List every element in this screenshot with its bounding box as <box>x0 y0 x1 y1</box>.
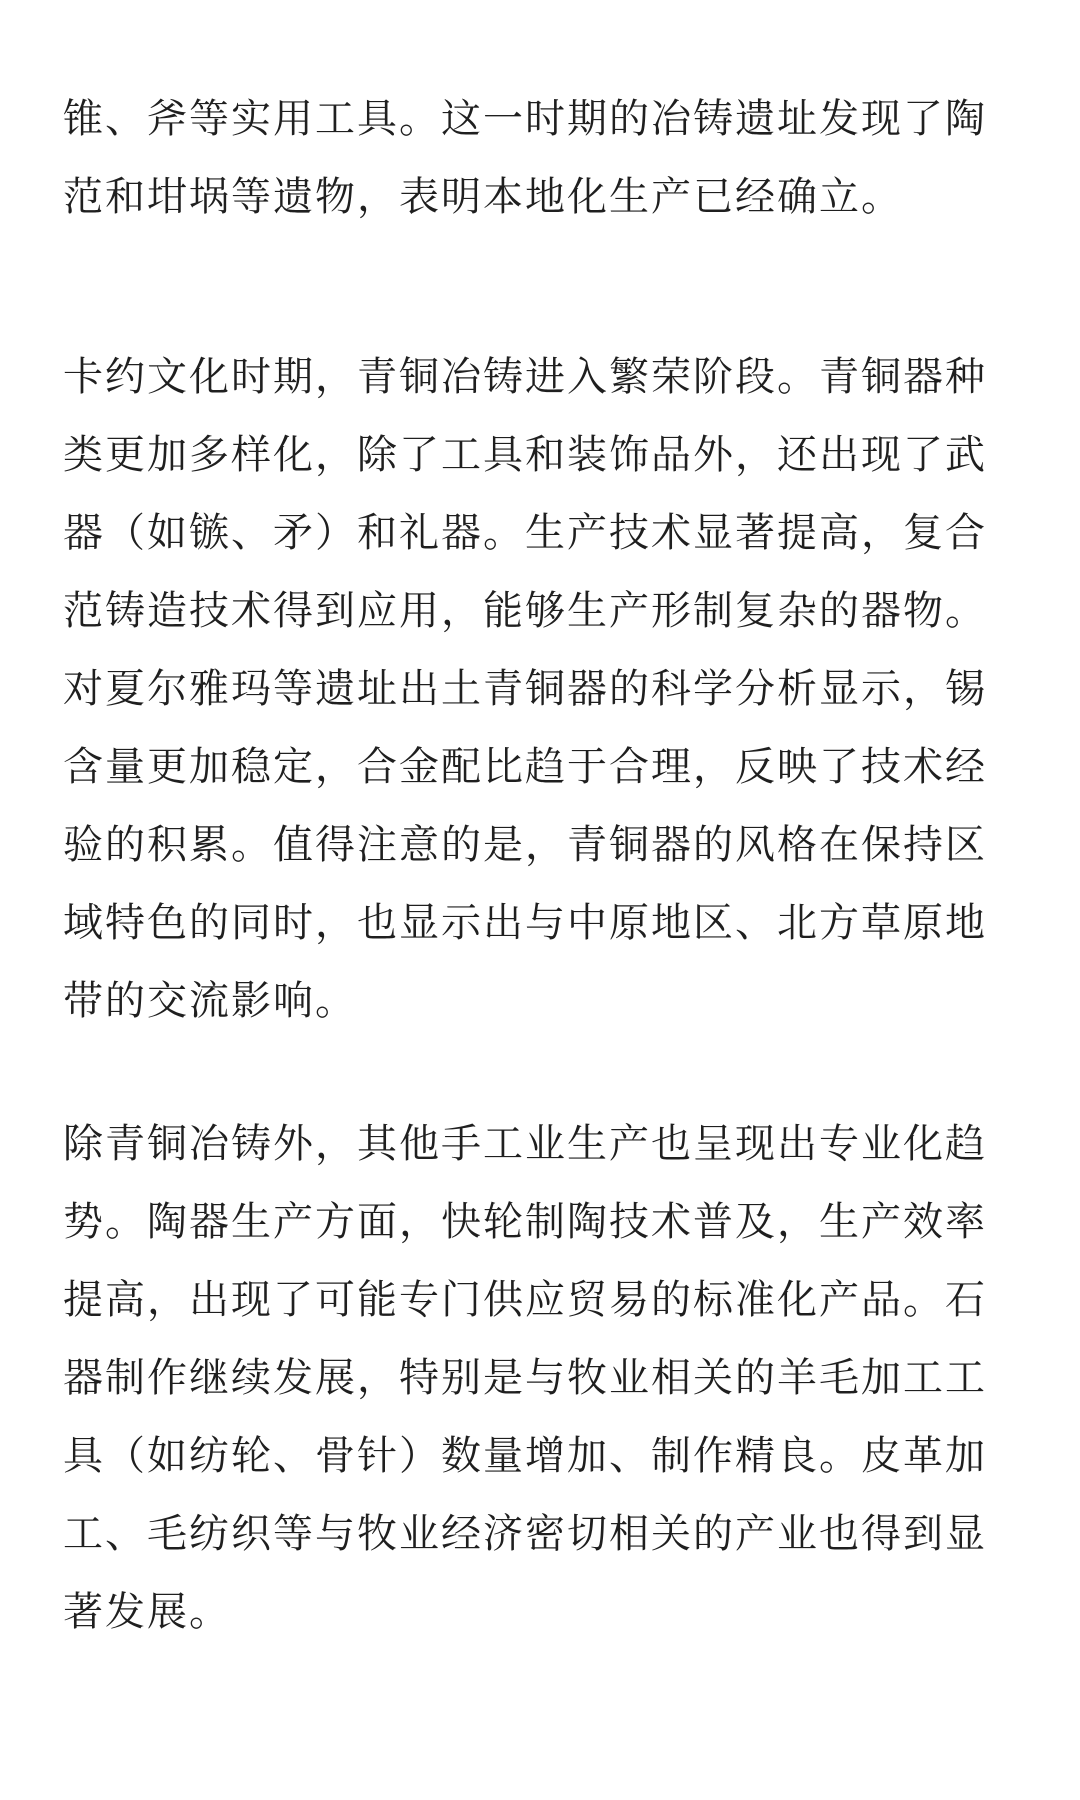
paragraph-3 <box>63 1105 1023 1651</box>
paragraph-2 <box>63 338 1023 1040</box>
paragraph-line: 器制作继续发展，特别是与牧业相关的羊毛加工工 <box>63 1355 987 1401</box>
paragraph-line: 器（如镞、矛）和礼器。生产技术显著提高，复合 <box>63 510 987 556</box>
paragraph-1 <box>63 80 1023 236</box>
paragraph-line: 含量更加稳定，合金配比趋于合理，反映了技术经 <box>63 744 987 790</box>
paragraph-line: 验的积累。值得注意的是，青铜器的风格在保持区 <box>63 822 987 868</box>
paragraph-line: 范和坩埚等遗物，表明本地化生产已经确立。 <box>63 174 903 220</box>
paragraph-line: 工、毛纺织等与牧业经济密切相关的产业也得到显 <box>63 1511 987 1557</box>
paragraph-line: 提高，出现了可能专门供应贸易的标准化产品。石 <box>63 1277 987 1323</box>
paragraph-line: 对夏尔雅玛等遗址出土青铜器的科学分析显示，锡 <box>63 666 987 712</box>
paragraph-line: 范铸造技术得到应用，能够生产形制复杂的器物。 <box>63 588 987 634</box>
paragraph-line: 类更加多样化，除了工具和装饰品外，还出现了武 <box>63 432 987 478</box>
paragraph-line: 具（如纺轮、骨针）数量增加、制作精良。皮革加 <box>63 1433 987 1479</box>
paragraph-line: 卡约文化时期，青铜冶铸进入繁荣阶段。青铜器种 <box>63 354 987 400</box>
paragraph-line: 锥、斧等实用工具。这一时期的冶铸遗址发现了陶 <box>63 96 987 142</box>
paragraph-line: 著发展。 <box>63 1589 231 1635</box>
paragraph-line: 域特色的同时，也显示出与中原地区、北方草原地 <box>63 900 987 946</box>
paragraph-line: 除青铜冶铸外，其他手工业生产也呈现出专业化趋 <box>63 1121 987 1167</box>
paragraph-line: 带的交流影响。 <box>63 978 357 1024</box>
paragraph-line: 势。陶器生产方面，快轮制陶技术普及，生产效率 <box>63 1199 987 1245</box>
